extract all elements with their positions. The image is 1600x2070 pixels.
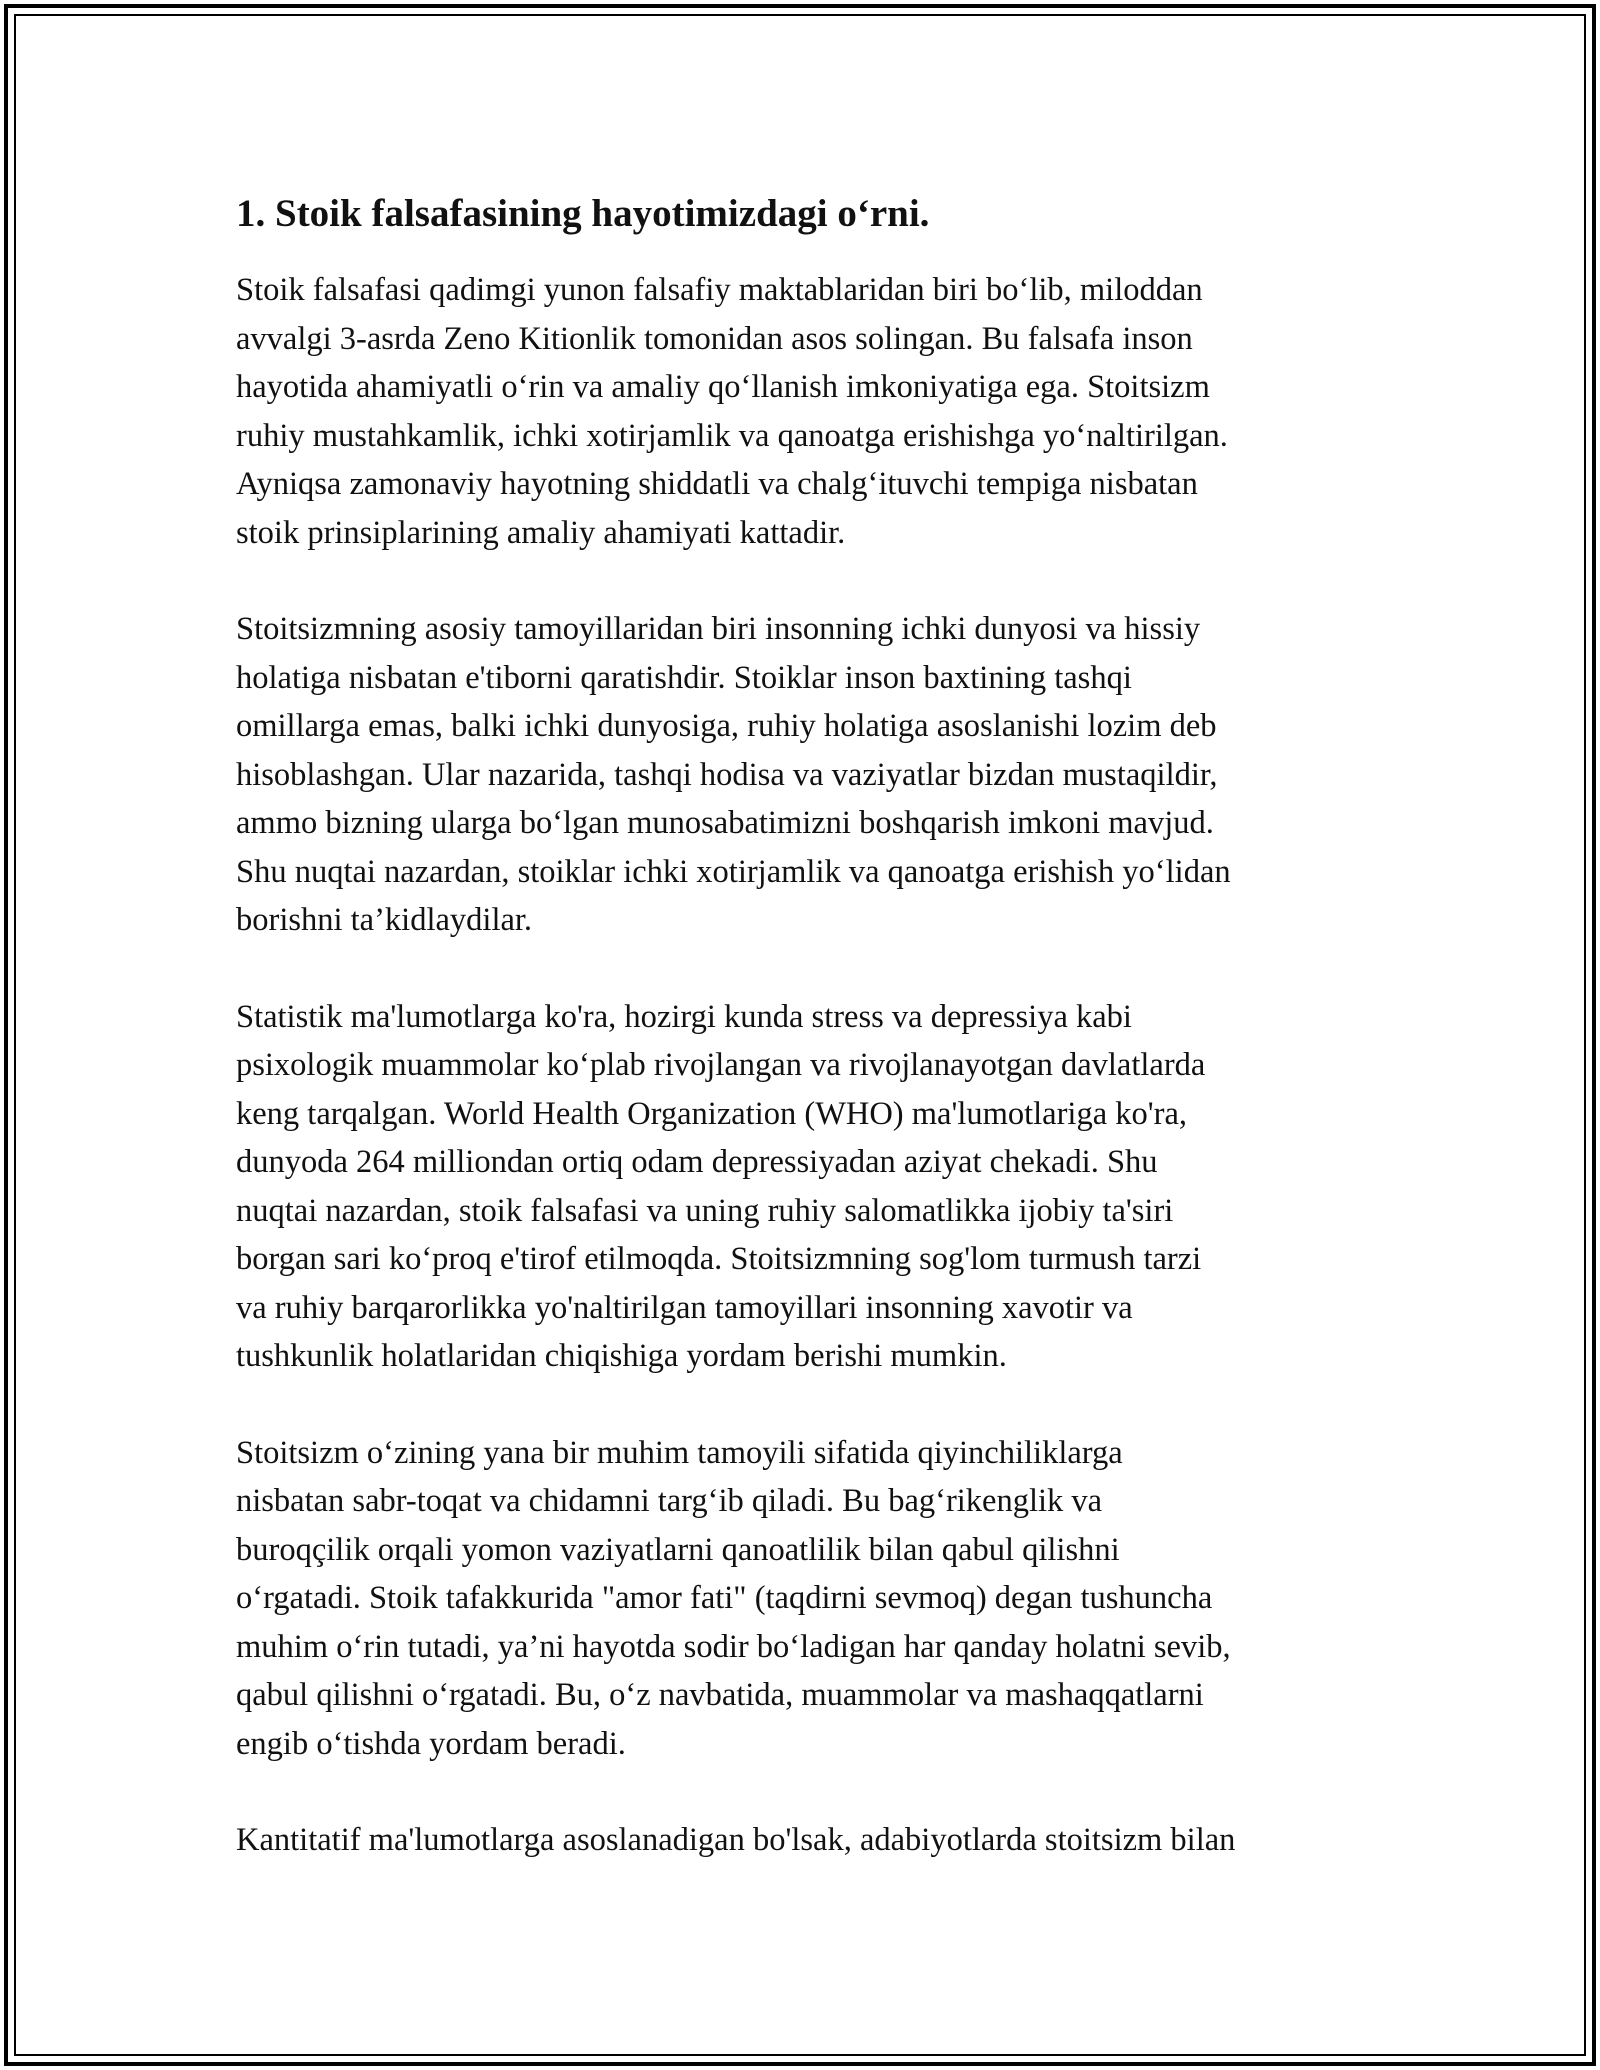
section-heading: 1. Stoik falsafasining hayotimizdagi o‘rni.	[236, 192, 930, 235]
text-line: Ayniqsa zamonaviy hayotning shiddatli va chalg‘ituvchi tempiga nisbatan	[236, 466, 1198, 502]
text-line: holatiga nisbatan e'tiborni qaratishdir. Stoiklar inson baxtining tashqi	[236, 659, 1132, 696]
text-line: dunyoda 264 milliondan ortiq odam depressiyadan aziyat chekadi. Shu	[236, 1144, 1158, 1180]
document-body	[236, 188, 1376, 1913]
text-line: psixologik muammolar ko‘plab rivojlangan va rivojlanayotgan davlatlarda	[236, 1047, 1206, 1083]
paragraph-3	[236, 993, 1376, 1381]
text-line: keng tarqalgan. World Health Organization (WHO) ma'lumotlariga ko'ra,	[236, 1095, 1187, 1132]
text-line: Statistik ma'lumotlarga ko'ra, hozirgi kunda stress va depressiya kabi	[236, 998, 1132, 1035]
text-line: ammo bizning ularga bo‘lgan munosabatimizni boshqarish imkoni mavjud.	[236, 805, 1214, 841]
paragraph-5	[236, 1816, 1376, 1865]
text-line: Kantitatif ma'lumotlarga asoslanadigan bo'lsak, adabiyotlarda stoitsizm bilan	[236, 1822, 1236, 1858]
text-line: engib o‘tishda yordam beradi.	[236, 1725, 626, 1762]
text-line: nisbatan sabr-toqat va chidamni targ‘ib qiladi. Bu bag‘rikenglik va	[236, 1483, 1103, 1519]
text-line: Stoitsizm o‘zining yana bir muhim tamoyili sifatida qiyinchiliklarga	[236, 1434, 1123, 1471]
paragraph-2	[236, 605, 1376, 945]
text-line: buroqçilik orqali yomon vaziyatlarni qanoatlilik bilan qabul qilishni	[236, 1531, 1120, 1568]
text-line: avvalgi 3-asrda Zeno Kitionlik tomonidan asos solingan. Bu falsafa inson	[236, 320, 1193, 357]
paragraph-4	[236, 1429, 1376, 1769]
text-line: hisoblashgan. Ular nazarida, tashqi hodisa va vaziyatlar bizdan mustaqildir,	[236, 756, 1218, 793]
text-line: nuqtai nazardan, stoik falsafasi va uning ruhiy salomatlikka ijobiy ta'siri	[236, 1192, 1174, 1229]
text-line: ruhiy mustahkamlik, ichki xotirjamlik va qanoatga erishishga yo‘naltirilgan.	[236, 417, 1228, 454]
text-line: qabul qilishni o‘rgatadi. Bu, o‘z navbatida, muammolar va mashaqqatlarni	[236, 1677, 1204, 1713]
text-line: borishni ta’kidlaydilar.	[236, 902, 533, 938]
text-line: omillarga emas, balki ichki dunyosiga, ruhiy holatiga asoslanishi lozim deb	[236, 708, 1217, 744]
text-line: tushkunlik holatlaridan chiqishiga yordam berishi mumkin.	[236, 1338, 1007, 1374]
text-line: hayotida ahamiyatli o‘rin va amaliy qo‘llanish imkoniyatiga ega. Stoitsizm	[236, 369, 1210, 405]
text-line: Stoik falsafasi qadimgi yunon falsafiy maktablaridan biri bo‘lib, miloddan	[236, 272, 1203, 308]
text-line: va ruhiy barqarorlikka yo'naltirilgan tamoyillari insonning xavotir va	[236, 1289, 1133, 1326]
text-line: muhim o‘rin tutadi, ya’ni hayotda sodir bo‘ladigan har qanday holatni sevib,	[236, 1628, 1231, 1665]
text-line: Stoitsizmning asosiy tamoyillaridan biri insonning ichki dunyosi va hissiy	[236, 611, 1201, 647]
text-line: o‘rgatadi. Stoik tafakkurida "amor fati" (taqdirni sevmoq) degan tushuncha	[236, 1580, 1213, 1616]
text-line: borgan sari ko‘proq e'tirof etilmoqda. Stoitsizmning sog'lom turmush tarzi	[236, 1241, 1202, 1277]
text-line: stoik prinsiplarining amaliy ahamiyati kattadir.	[236, 514, 846, 551]
text-line: Shu nuqtai nazardan, stoiklar ichki xotirjamlik va qanoatga erishish yo‘lidan	[236, 853, 1231, 890]
paragraph-1	[236, 266, 1376, 557]
